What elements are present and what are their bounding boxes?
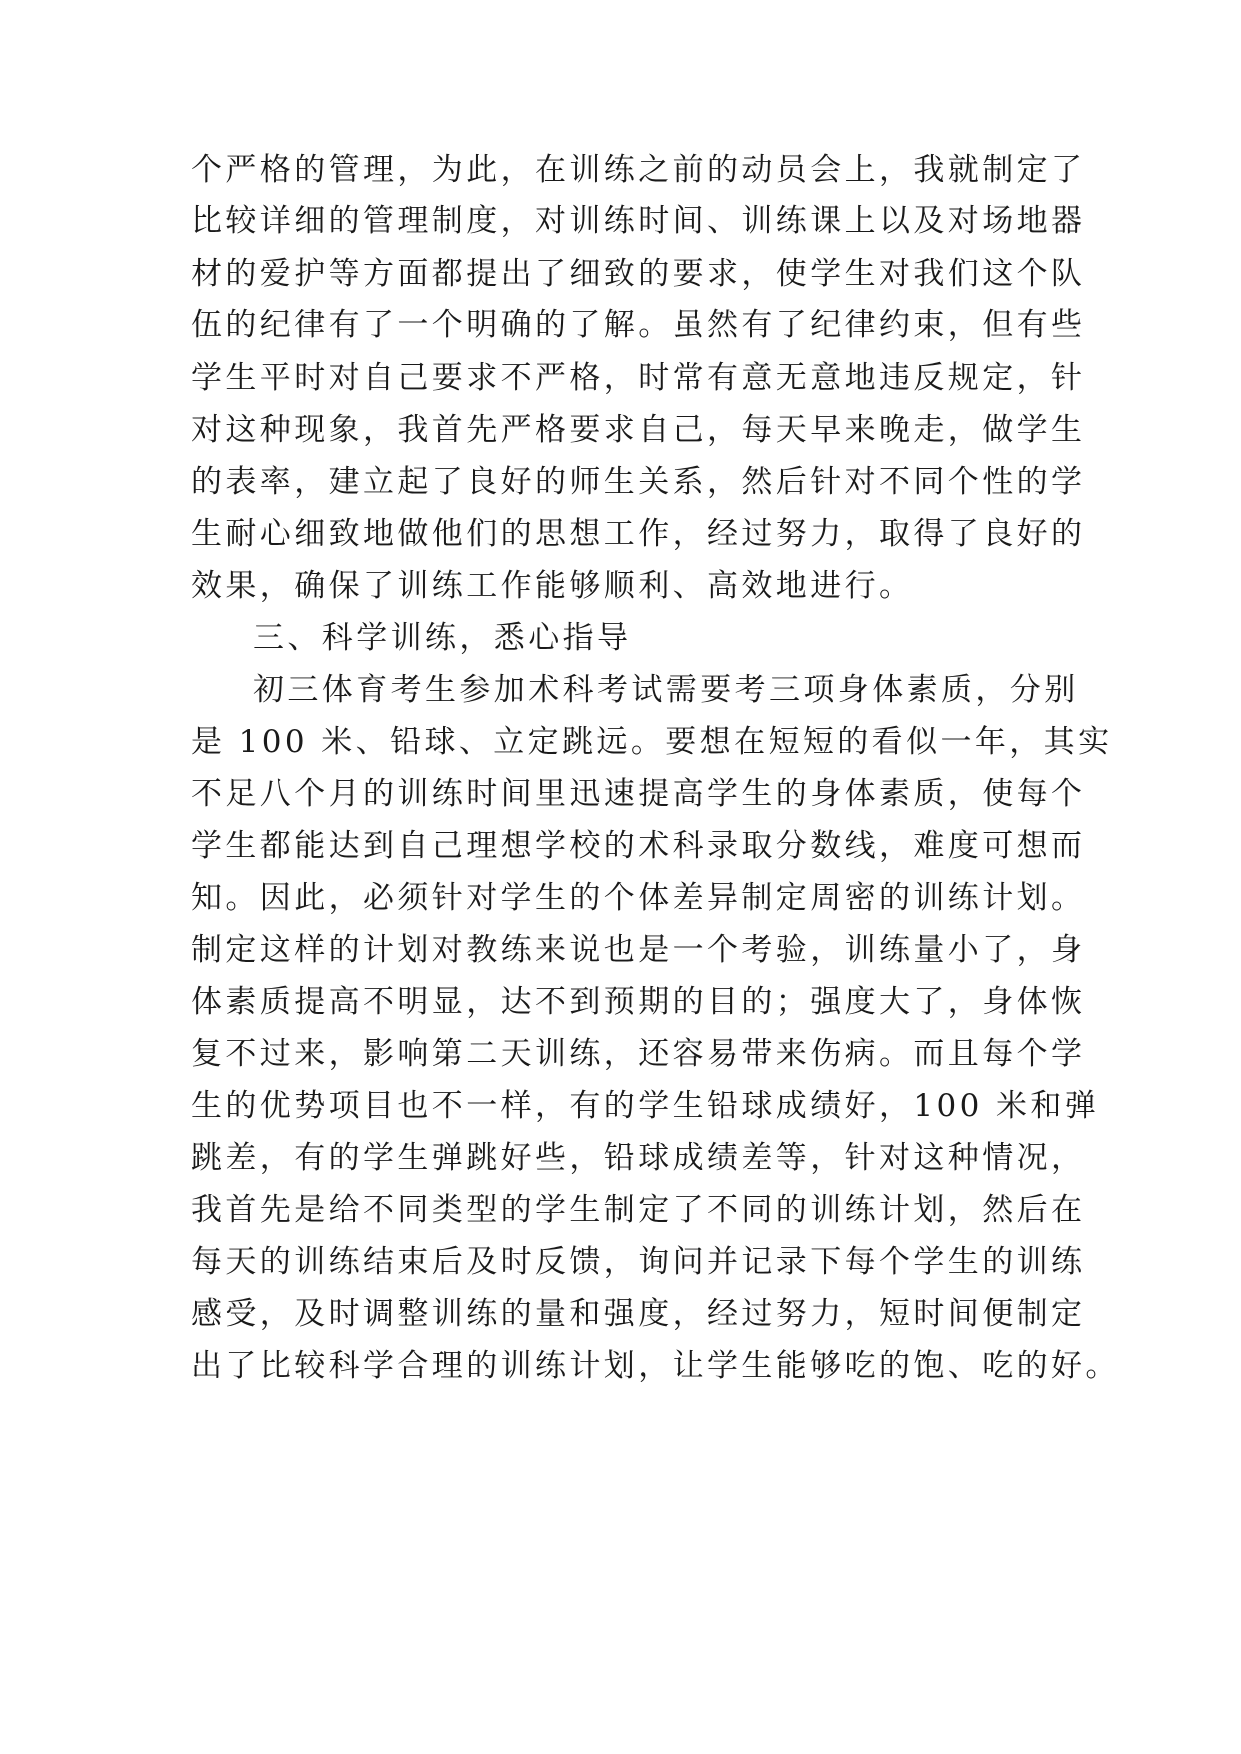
text-line: 对这种现象，我首先严格要求自己，每天早来晚走，做学生 xyxy=(191,412,1086,448)
text-line: 生耐心细致地做他们的思想工作，经过努力，取得了良好的 xyxy=(191,516,1086,552)
text-line: 学生都能达到自己理想学校的术科录取分数线，难度可想而 xyxy=(191,828,1086,864)
text-line: 出了比较科学合理的训练计划，让学生能够吃的饱、吃的好。 xyxy=(191,1348,1120,1384)
text-line: 复不过来，影响第二天训练，还容易带来伤病。而且每个学 xyxy=(191,1036,1086,1072)
text-line: 体素质提高不明显，达不到预期的目的；强度大了，身体恢 xyxy=(191,984,1086,1020)
text-line: 知。因此，必须针对学生的个体差异制定周密的训练计划。 xyxy=(191,880,1086,916)
text-line: 材的爱护等方面都提出了细致的要求，使学生对我们这个队 xyxy=(191,256,1086,292)
text-line: 跳差，有的学生弹跳好些，铅球成绩差等，针对这种情况， xyxy=(191,1140,1086,1176)
text-line: 学生平时对自己要求不严格，时常有意无意地违反规定，针 xyxy=(191,360,1086,396)
text-line: 不足八个月的训练时间里迅速提高学生的身体素质，使每个 xyxy=(191,776,1086,812)
text-line: 制定这样的计划对教练来说也是一个考验，训练量小了，身 xyxy=(191,932,1086,968)
text-line: 是 100 米、铅球、立定跳远。要想在短短的看似一年，其实 xyxy=(191,724,1113,760)
text-line: 的表率，建立起了良好的师生关系，然后针对不同个性的学 xyxy=(191,464,1086,500)
text-line: 比较详细的管理制度，对训练时间、训练课上以及对场地器 xyxy=(191,203,1086,239)
text-line: 感受，及时调整训练的量和强度，经过努力，短时间便制定 xyxy=(191,1296,1086,1332)
text-line: 三、科学训练，悉心指导 xyxy=(253,620,632,656)
text-line: 我首先是给不同类型的学生制定了不同的训练计划，然后在 xyxy=(191,1192,1086,1228)
text-line: 初三体育考生参加术科考试需要考三项身体素质，分别 xyxy=(253,672,1079,708)
text-line: 生的优势项目也不一样，有的学生铅球成绩好，100 米和弹 xyxy=(191,1088,1100,1124)
text-line: 效果，确保了训练工作能够顺利、高效地进行。 xyxy=(191,568,914,604)
text-line: 伍的纪律有了一个明确的了解。虽然有了纪律约束，但有些 xyxy=(191,307,1086,343)
text-line: 每天的训练结束后及时反馈，询问并记录下每个学生的训练 xyxy=(191,1244,1086,1280)
text-line: 个严格的管理，为此，在训练之前的动员会上，我就制定了 xyxy=(191,152,1086,188)
